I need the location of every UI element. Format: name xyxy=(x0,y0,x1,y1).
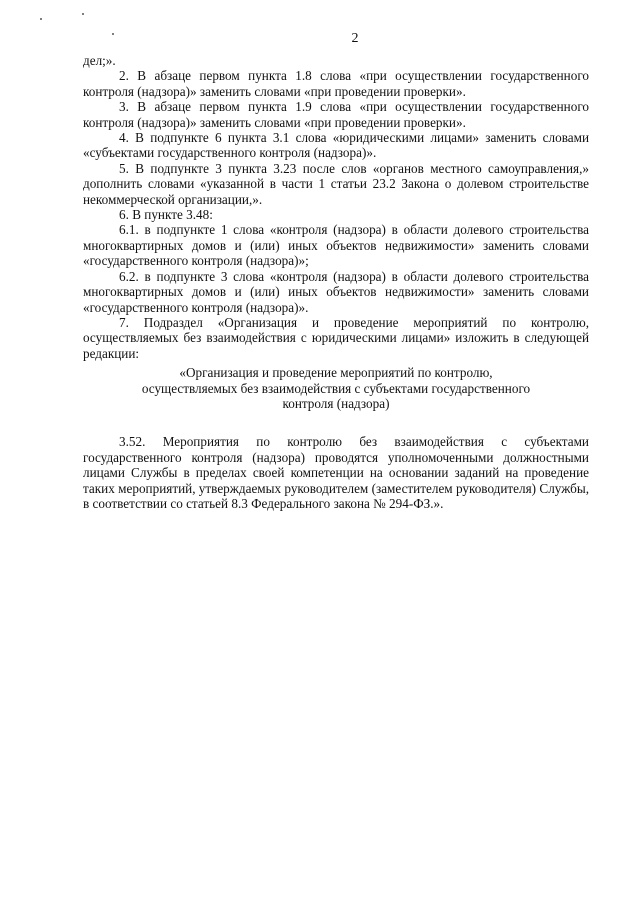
paragraph: 4. В подпункте 6 пункта 3.1 слова «юридическими лицами» заменить словами «субъектами государственного контроля (надзора)». xyxy=(83,130,589,161)
heading-line: осуществляемых без взаимодействия с субъектами государственного xyxy=(141,380,531,396)
document-body xyxy=(83,53,589,511)
subsection-heading xyxy=(83,365,589,411)
paragraph: 6. В пункте 3.48: xyxy=(119,207,213,223)
paragraph: 7. Подраздел «Организация и проведение мероприятий по контролю, осуществляемых без взаимодействия с юридическими лицами» изложить в следующей редакции: xyxy=(83,314,589,361)
paragraph: 5. В подпункте 3 пункта 3.23 после слов «органов местного самоуправления,» дополнить словами «указанной в части 1 статьи 23.2 Закона о долевом строительстве некоммерческой организации,». xyxy=(83,160,589,207)
paragraph: дел;». xyxy=(83,53,116,68)
heading-line: «Организация и проведение мероприятий по контролю, xyxy=(179,365,493,381)
scan-speck xyxy=(82,13,84,15)
paragraph: 3. В абзаце первом пункта 1.9 слова «при осуществлении государственного контроля (надзора)» заменить словами «при проведении проверки». xyxy=(83,99,589,130)
paragraph: 6.2. в подпункте 3 слова «контроля (надзора) в области долевого строительства многоквартирных домов и (или) иных объектов недвижимости» заменить словами «государственного контроля (надзора)». xyxy=(83,268,589,315)
page-number: 2 xyxy=(351,31,359,46)
final-paragraph: 3.52. Мероприятия по контролю без взаимодействия с субъектами государственного контроля (надзора) проводятся уполномоченными должностными лицами Службы в пределах своей компетенции на основании заданий на проведение таких мероприятий, утверждаемых руководителем (заместителем руководителя) Службы, в соответствии со статьей 8.3 Федерального закона № 294-ФЗ.». xyxy=(83,434,589,511)
scan-speck xyxy=(40,18,42,20)
paragraph: 2. В абзаце первом пункта 1.8 слова «при осуществлении государственного контроля (надзора)» заменить словами «при проведении проверки». xyxy=(83,68,589,99)
paragraph: 6.1. в подпункте 1 слова «контроля (надзора) в области долевого строительства многоквартирных домов и (или) иных объектов недвижимости» заменить словами «государственного контроля (надзора)»; xyxy=(83,222,589,269)
heading-line: контроля (надзора) xyxy=(282,395,390,411)
